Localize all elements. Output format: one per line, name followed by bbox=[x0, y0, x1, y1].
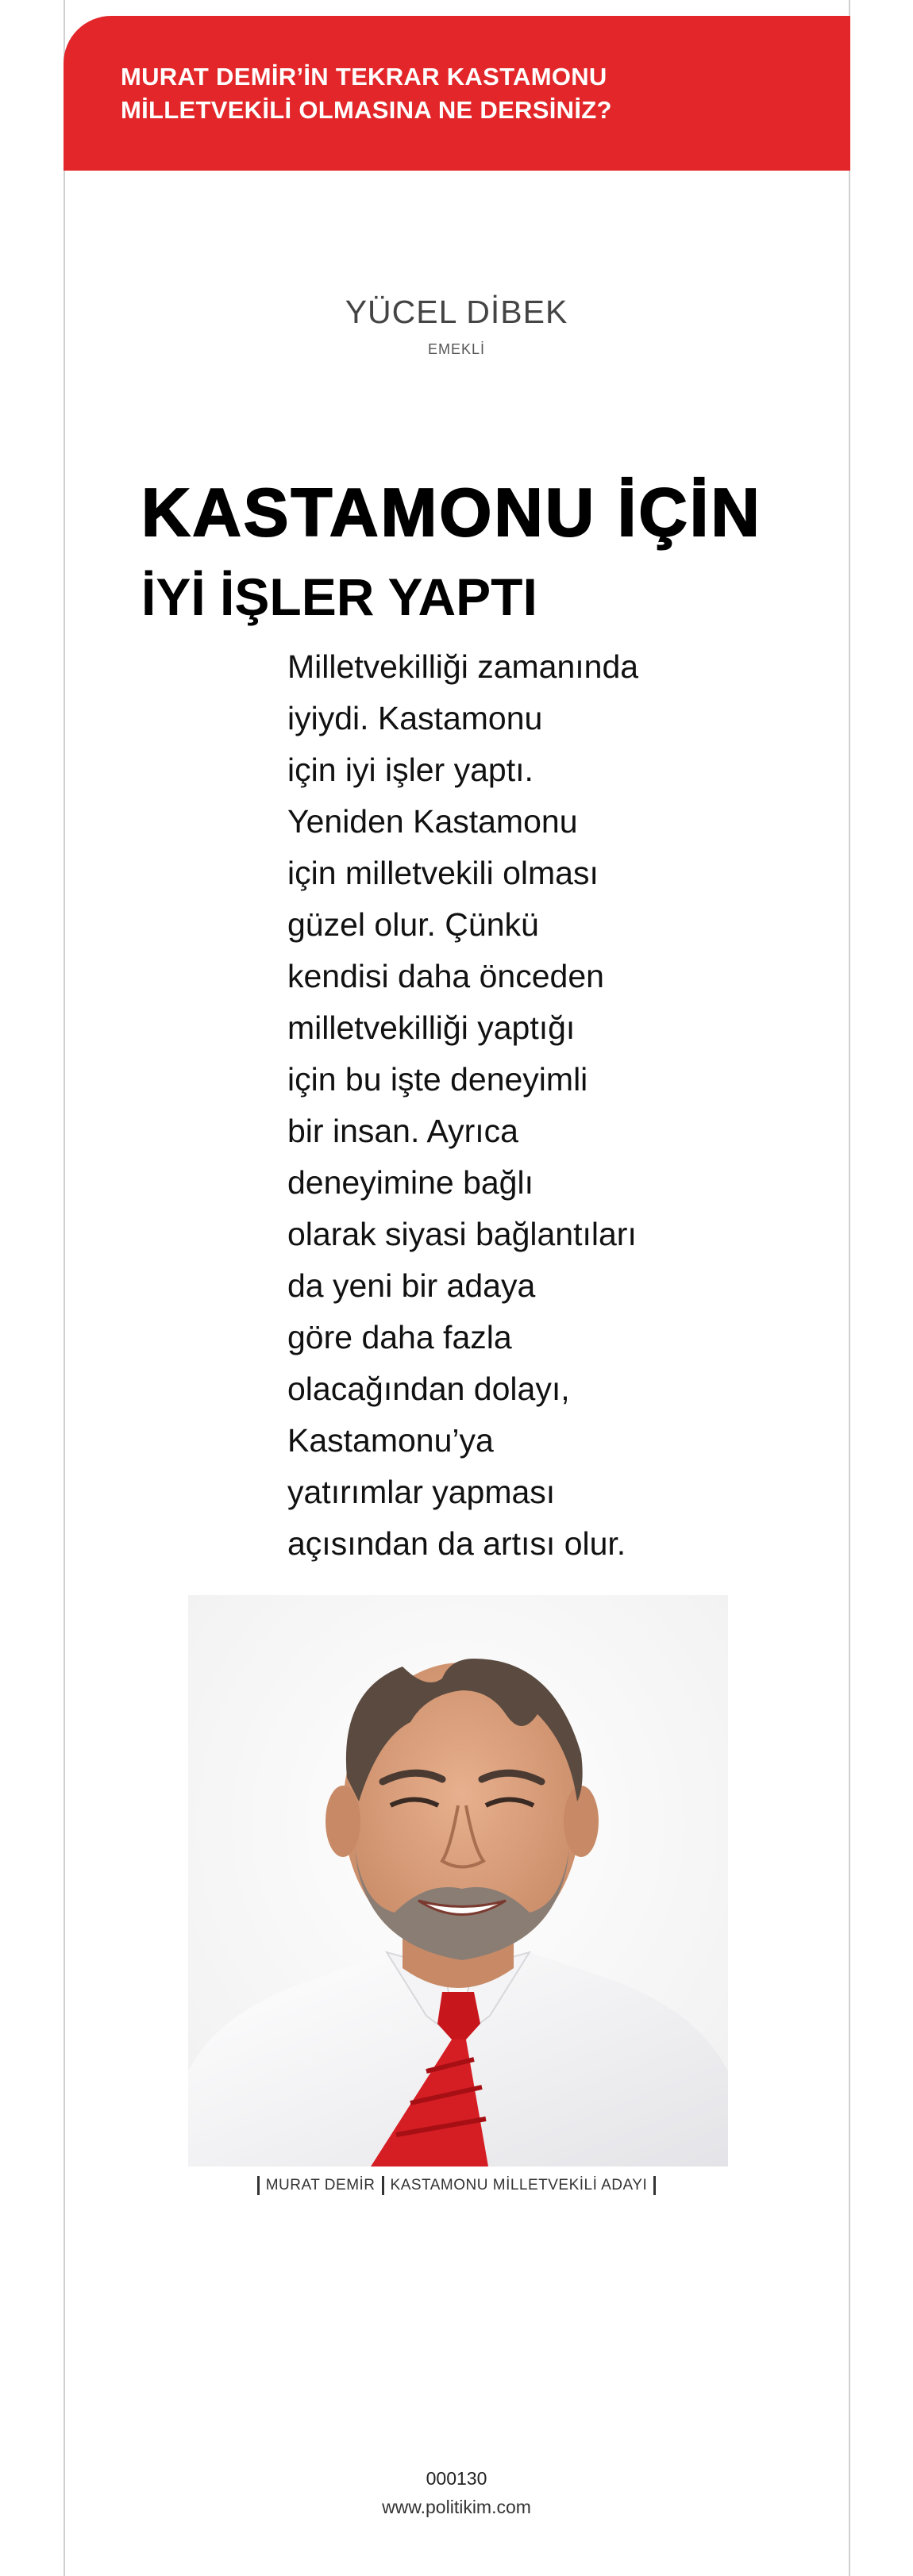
headline-line-1: KASTAMONU İÇİN bbox=[141, 475, 762, 551]
author-name: YÜCEL DİBEK bbox=[345, 294, 568, 330]
body-line: göre daha fazla bbox=[287, 1319, 512, 1355]
photo-caption bbox=[0, 2176, 913, 2195]
body-line: Kastamonu’ya bbox=[287, 1422, 494, 1459]
body-line: açısından da artısı olur. bbox=[287, 1525, 626, 1562]
body-line: Milletvekilliği zamanında bbox=[287, 648, 639, 685]
ear-left bbox=[326, 1786, 360, 1857]
body-line: için milletvekili olması bbox=[287, 855, 599, 891]
question-banner bbox=[64, 16, 850, 171]
ear-right bbox=[564, 1786, 599, 1857]
portrait-photo bbox=[188, 1595, 728, 2167]
headline-line-2: İYİ İŞLER YAPTI bbox=[141, 567, 537, 626]
body-line: olacağından dolayı, bbox=[287, 1371, 570, 1407]
caption-divider bbox=[382, 2176, 384, 2195]
body-line: yatırımlar yapması bbox=[287, 1474, 556, 1510]
body-line: bir insan. Ayrıca bbox=[287, 1113, 518, 1149]
body-line: için iyi işler yaptı. bbox=[287, 752, 534, 788]
body-line: güzel olur. Çünkü bbox=[287, 906, 539, 943]
caption-role: KASTAMONU MİLLETVEKİLİ ADAYI bbox=[390, 2177, 648, 2193]
caption-name: MURAT DEMİR bbox=[265, 2177, 376, 2193]
body-line: iyiydi. Kastamonu bbox=[287, 700, 543, 736]
author-title: EMEKLİ bbox=[427, 341, 486, 357]
caption-divider bbox=[653, 2176, 656, 2195]
body-line: deneyimine bağlı bbox=[287, 1164, 534, 1201]
body-line: kendisi daha önceden bbox=[287, 958, 604, 994]
portrait-illustration bbox=[188, 1595, 728, 2167]
caption-divider bbox=[257, 2176, 260, 2195]
website-url: www.politikim.com bbox=[382, 2497, 531, 2517]
body-line: olarak siyasi bağlantıları bbox=[287, 1216, 637, 1252]
article-body bbox=[287, 641, 732, 1570]
page-code: 000130 bbox=[426, 2468, 487, 2489]
body-line: Yeniden Kastamonu bbox=[287, 803, 578, 840]
body-line: milletvekilliği yaptığı bbox=[287, 1009, 576, 1046]
question-line-1: MURAT DEMİR’İN TEKRAR KASTAMONU bbox=[121, 63, 607, 90]
body-line: da yeni bir adaya bbox=[287, 1267, 536, 1304]
question-line-2: MİLLETVEKİLİ OLMASINA NE DERSİNİZ? bbox=[121, 96, 612, 124]
body-line: için bu işte deneyimli bbox=[287, 1061, 588, 1098]
